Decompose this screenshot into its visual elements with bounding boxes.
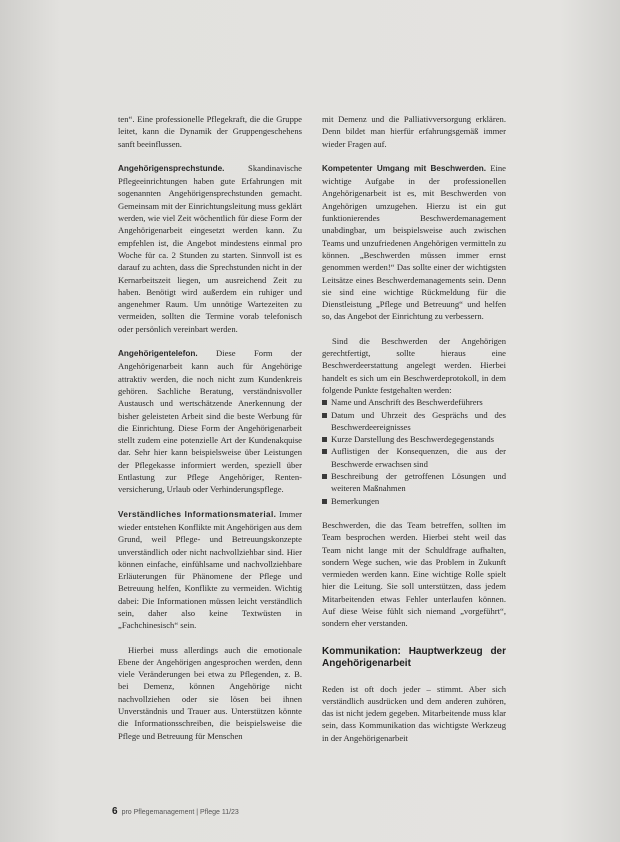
paragraph-informationsmaterial [118,508,302,632]
paragraph-kommunikation: Reden ist oft doch jeder – stimmt. Aber sich verständlich ausdrücken und dem anderen zuhören, das ist nicht jedem gegeben. Mitarbeitende muss klar sein, dass Kommunikation das wichtigste Werkzeug in der Angehörigenarbeit [322,683,506,743]
page-footer [112,806,239,817]
run-in-heading: Verständliches Informationsmaterial. [118,509,277,519]
square-bullet-icon [322,499,327,504]
list-item: Bemerkungen [322,495,506,507]
list-item: Datum und Uhrzeit des Gesprächs und des Beschwerdeereignisses [322,409,506,434]
square-bullet-icon [322,437,327,442]
left-column [118,113,302,754]
publication-name: pro Pflegemanagement | Pflege 11/23 [121,809,239,816]
paragraph-sprechstunde [118,162,302,335]
list-item: Kurze Darstellung des Beschwerdegegenstands [322,433,506,445]
paragraph-text: Immer wieder entstehen Konflikte mit Angehörigen aus dem Grund, weil Pflege- und Betreuungskonzepte unverständlich oder nicht nachvollziehbar sind. Hier können einfache, einfühlsame und nachvollziehbare Erläuterungen für Phänomene der Pflege und Betreuung helfen, Konflikte zu vermeiden. Wichtig dabei: Die Informationen müssen leicht verständlich sein, daher also keine Textwüsten in „Fachchinesisch“ sein. [118,508,303,631]
list-item: Name und Anschrift des Beschwerdeführers [322,396,506,408]
page-number: 6 [112,806,118,817]
square-bullet-icon [322,400,327,405]
paragraph-text: Skandinavische Pflegeeinrichtungen haben gute Erfahrungen mit sogenannten Angehörigensprechstunden gemacht. Gemeinsam mit der Einrichtungsleitung muss geklärt werden, wie viel Zeit wöchentlich für diese Form der Angehörigenarbeit eingesetzt werden kann. Zu empfehlen ist, die Angebot mindestens einmal pro Woche für ca. 2 Stunden zu starten. Sinnvoll ist es darauf zu achten, dass die Sprechstunden nicht in der Kernarbeitszeit liegen, um ausreichend Zeit zu haben. Benötigt wird außerdem ein ruhiger und angenehmer Raum. Um unnötige Wartezeiten zu vermeiden, sollten die Termine vorab telefonisch oder persönlich vereinbart werden. [118,162,302,334]
paragraph-emotional: Hierbei muss allerdings auch die emotionale Ebene der Angehörigen angesprochen werden, denn viele Veränderungen bei etwa zu Pflegenden, z. B. bei Demenz, können Angehörige nicht nachvollziehen oder sie lösen bei ihnen Unverständnis und Trauer aus. Unterstützen könnte die Informationsschreiben, die beispielsweise die Pflege und Betreuung für Menschen [118,644,302,741]
paragraph-text: Diese Form der Angehörigenarbeit kann auch für Angehörige attraktiv werden, die noch nicht zum Kundenkreis gehören. Sachliche Beratung, verständnisvoller Austausch und wertschätzende Anerkennung der bisher geleisteten Arbeit sind die beste Werbung für die Einrichtung. Diese Form der Angehörigenarbeit stellt zudem eine potenzielle Art der Kundenakquise dar. Sehr hier kann beispielsweise über Leistungen der Pflegekasse informiert werden, speziell über Entlastung zur Pflege Angehöriger, Renten-versicherung, Urlaub oder Verhinderungspflege. [118,348,302,495]
square-bullet-icon [322,474,327,479]
paragraph-telefon [118,347,302,496]
paragraph-continued: mit Demenz und die Palliativversorgung erklären. Denn bildet man hierfür erfahrungsgemäß immer wieder Fragen auf. [322,114,506,149]
run-in-heading: Kompetenter Umgang mit Beschwerden. [322,163,487,173]
run-in-heading: Angehörigensprechstunde. [118,163,225,173]
section-heading: Kommunikation: Hauptwerkzeug der Angehörigenarbeit [322,645,506,670]
bullet-list [322,396,506,507]
list-item: Beschreibung der getroffenen Lösungen und weiteren Maßnahmen [322,470,506,495]
right-column [322,113,506,756]
paragraph-team: Beschwerden, die das Team betreffen, sollten im Team besprochen werden. Hierbei steht weil das Team nicht lange mit der Schuldfrage aufhalten, sondern Wege suchen, wie das Problem in Zukunft vermieden werden kann. Eine wichtige Rolle spielt hier die Leitung. Sie soll unterstützen, dass jedem Mitarbeitenden etwas Fehler unterlaufen können. Auf diese Weise fühlt sich niemand „vorgeführt“, sondern eher verstanden. [322,519,506,629]
square-bullet-icon [322,449,327,454]
paragraph-beschwerden [322,162,506,323]
run-in-heading: Angehörigentelefon. [118,349,198,359]
paragraph-continued: ten“. Eine professionelle Pflegekraft, die die Gruppe leitet, kann die Dynamik der Gruppengeschehens sanft beeinflussen. [118,114,302,149]
square-bullet-icon [322,413,327,418]
paragraph-text: Eine wichtige Aufgabe in der professionellen Angehörigenarbeit ist es, mit Beschwerden von Angehörigen umzugehen. Hierzu ist ein gut funktionierendes Beschwerdemanagement unabdingbar, um beispielsweise auch zwischen Teams und unzufriedenen Angehörigen vermitteln zu können. „Beschwerden müssen immer ernst genommen werden!“ Das sollte einer der wichtigsten Leitsätze eines Beschwerdemanagements sein. Denn sie sind eine wichtige Rückmeldung für die Dienstleistung „Pflege und Betreuung“ und helfen so, das Angebot der Einrichtung zu verbessern. [322,162,506,322]
paragraph-protokoll: Sind die Beschwerden der Angehörigen gerechtfertigt, sollte hieraus eine Beschwerdeerstattung angelegt werden. Hierbei handelt es sich um ein Beschwerdeprotokoll, in dem folgende Punkte festgehalten werden: [322,335,506,395]
list-item: Auflistigen der Konsequenzen, die aus der Beschwerde erwachsen sind [322,445,506,470]
